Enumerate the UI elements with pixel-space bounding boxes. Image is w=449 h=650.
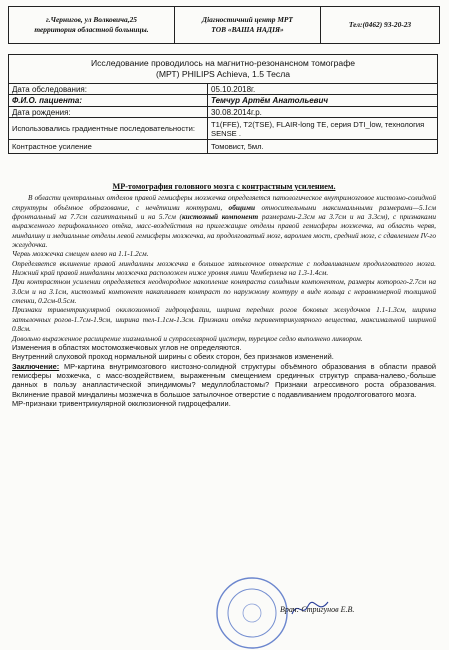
clinic-stamp-icon [214,575,290,650]
report-title-part-2: головного мозга с контрастным усилением. [172,182,336,191]
findings-paragraph-3: Определяется вклинение правой миндалины мозжечка в большое затылочное отверстие с подавливанием продолговатого мозга. Нижний край правой миндалины мозжечка расположен ниже уровня линии Чемберлена на 1.3-1.4см. [12,258,436,278]
patient-name-value: Темчур Артём Анатольевич [208,95,438,107]
birth-date-value: 30.08.2014г.р. [208,107,438,118]
findings-paragraph-5: Признаки тривентрикулярной окклюзионной гидроцефалии, ширина передних рогов боковых желудочков 1.1-1.3см, ширина затылочных рогов-1.7см-1.9см, ширина тел-1.1см-1.3см. Признаки отёка перивентрикулярного вещества, максимальной шириной 0.8см. [12,305,436,334]
report-title-part-1: МР-томография [112,182,173,191]
p1-text-b: общими [228,202,256,212]
findings-paragraph-4: При контрастном усилении определяется неоднородное накопление контраста солидным компонентом, размеры которого-2.7см на 3.0см и на 3.1см, кистозный компонент накапливает контраст по наружному контуру в виде кольца с неравномерной толщиной стенки, 0.2см-0.5см. [12,277,436,306]
p1-text-e: размерами-2.3см на 3.7см и на 3.3см), с признаками выраженного перифокального отёка, масс-воздействия на прилежащие отделы правой гемисферы мозжечка, на область червя, миндалину и медиальные отделы левой гемисферы мозжечка, на продолговатый мозг, варолиев мост, средний мозг, с сдавлением IV-го желудочка. [12,212,437,250]
scanner-line-2: (МРТ) PHILIPS Achieva, 1.5 Тесла [155,69,291,79]
report-title [12,182,436,191]
contrast-label: Контрастное усиление [9,140,208,154]
clinic-phone [321,7,439,43]
contrast-value: Томовист, 5мл. [208,140,438,154]
center-line-1: Діагностичний центр МРТ [202,15,293,24]
exam-date-row [9,84,438,95]
scanner-line-1: Исследование проводилось на магнитно-резонансном томографе [90,58,356,68]
contrast-row [9,140,438,154]
exam-info-table [8,54,438,154]
sequences-label: Использовались градиентные последовательности: [9,118,208,140]
sequences-value: T1(FFE), T2(TSE), FLAIR-long TE, серия DTI_low, технология SENSE . [208,118,438,140]
clinic-address [9,7,175,43]
conclusion-paragraph-2: МР-признаки тривентрикулярной окклюзионной гидроцефалии. [12,399,231,409]
clinic-name [175,7,321,43]
conclusion-label: Заключение: [12,361,60,371]
address-line-1: г.Чернигов, ул Волковича,25 [46,15,137,24]
p1-text-c: относительными максимальными размерами—5.1см фронтальный на 7.7см сагиттальный и на 5.7см ( [12,202,436,222]
findings-paragraph-8: Внутренний слуховой проход нормальной ширины с обеих сторон, без признаков изменений. [12,352,334,362]
p1-text-a: В области центральных отделов правой гемисферы мозжечка определяется патологическое внутримозговое кистозно-солидной структуры объёмное образование, с нечёткими контурами, [12,193,436,212]
conclusion-paragraph [12,362,436,400]
patient-name-row [9,95,438,107]
scanner-row [9,55,438,84]
findings-paragraph-2: Червь мозжечка смещен влево на 1.1-1.2см. [12,249,149,259]
report-body [12,182,436,409]
scanner-cell [9,55,438,84]
doctor-signature: Врач: Стригунов Е.В. [280,605,355,614]
birth-date-row [9,107,438,118]
exam-date-label: Дата обследования: [9,84,208,95]
findings-paragraph-6: Довольно выраженное расширение хиазмальной и супраселлярной цистерн, турецкое седло выполнено ликвором. [12,333,363,343]
p1-text-d: кистозный компонент [181,212,259,222]
birth-date-label: Дата рождения: [9,107,208,118]
patient-name-label: Ф.И.О. пациента: [9,95,208,107]
exam-date-value: 05.10.2018г. [208,84,438,95]
phone-text: Тел:(0462) 93-20-23 [348,20,412,29]
findings-paragraph-1 [12,193,436,249]
clinic-header [8,6,440,44]
sequences-row [9,118,438,140]
conclusion-text: МР-картина внутримозгового кистозно-солидной структуры объёмного образования в области правой гемисферы мозжечка, с масс-воздействием, выраженным смещением срединных структур справа-налево,-больше данных в пользу анапластической эпиндимомы? медуллобластомы? Признаки агрессивного роста образования. Вклинение правой миндалины мозжечка в большое затылочное отверстие с подавливанием продолгоговатого мозга. [12,361,436,399]
findings-paragraph-7: Изменения в областях мостомозжечковых углов не определяются. [12,342,242,352]
center-line-2: ТОВ «ВАША НАДІЯ» [211,25,284,34]
address-line-2: территория областной больницы. [34,25,149,34]
